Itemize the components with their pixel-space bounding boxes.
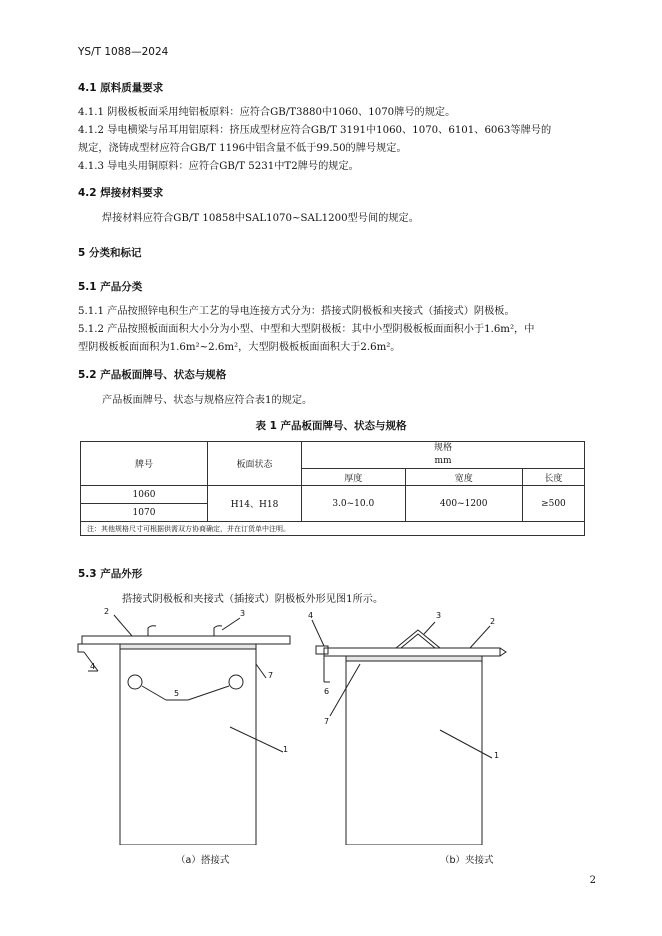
fig-a-label-1: 1 <box>283 745 289 754</box>
para-4-1-1: 4.1.1 阴极板板面采用纯铝板原料：应符合GB/T3880中1060、1070牌号的规定。 <box>78 107 456 118</box>
hanging-hole-right <box>229 675 243 689</box>
document-id: YS/T 1088—2024 <box>78 46 169 58</box>
para-5-2: 产品板面牌号、状态与规格应符合表1的规定。 <box>102 395 313 406</box>
para-4-1-2a: 4.1.2 导电横梁与吊耳用铝原料：挤压成型材应符合GB/T 3191中1060、1070、6101、6063等牌号的 <box>78 125 552 136</box>
para-4-1-2b: 规定，浇铸成型材应符合GB/T 1196中铝含量不低于99.50的牌号规定。 <box>78 143 407 154</box>
para-5-1-2a: 5.1.2 产品按照板面面积大小分为小型、中型和大型阴极板：其中小型阴极板板面面积小于1.6m²，中 <box>78 324 535 335</box>
para-4-1-3: 4.1.3 导电头用铜原料：应符合GB/T 5231中T2牌号的规定。 <box>78 161 359 172</box>
cell-width: 400~1200 <box>405 486 522 522</box>
section-5-1-title: 5.1 产品分类 <box>78 281 143 293</box>
header-length: 长度 <box>522 469 584 486</box>
conductive-head <box>316 646 328 654</box>
hanging-hole-left <box>128 675 142 689</box>
section-4-1-title: 4.1 原料质量要求 <box>78 82 164 94</box>
lifting-lug-left <box>148 626 156 636</box>
figure-b-clamp-joint-cathode <box>300 600 532 845</box>
figure-a-caption: （a）搭接式 <box>176 855 230 866</box>
conductive-beam <box>82 636 290 644</box>
cell-length: ≥500 <box>522 486 584 522</box>
cell-state: H14、H18 <box>208 486 302 522</box>
figure-b-caption: （b）夹接式 <box>440 855 494 866</box>
para-5-3: 搭接式阴极板和夹接式（插接式）阴极板外形见图1所示。 <box>122 594 384 605</box>
header-spec-unit: mm <box>434 456 452 466</box>
weld-strip <box>120 644 256 649</box>
table-caption: 表 1 产品板面牌号、状态与规格 <box>255 420 407 432</box>
beam-end-taper <box>500 648 506 656</box>
para-5-1-1: 5.1.1 产品按照锌电积生产工艺的导电连接方式分为：搭接式阴极板和夹接式（插接式）阴极板。 <box>78 306 515 317</box>
header-grade: 牌号 <box>81 442 208 486</box>
cell-thickness: 3.0~10.0 <box>302 486 406 522</box>
fig-a-label-3: 3 <box>240 609 246 618</box>
header-thickness: 厚度 <box>302 469 406 486</box>
section-5-3-title: 5.3 产品外形 <box>78 568 143 580</box>
header-state: 板面状态 <box>208 442 302 486</box>
weld-strip <box>346 656 482 661</box>
fig-a-label-7: 7 <box>268 671 274 680</box>
cell-grade-1070: 1070 <box>81 504 208 522</box>
table-note: 注：其他规格尺寸可根据供需双方协商确定，并在订货单中注明。 <box>81 522 585 536</box>
fig-b-label-6: 6 <box>324 687 330 696</box>
page-number: 2 <box>589 875 596 886</box>
lifting-lug-right <box>214 626 222 636</box>
conductive-beam <box>324 648 500 656</box>
cathode-plate <box>120 649 256 845</box>
fig-b-label-2: 2 <box>490 617 496 626</box>
cell-grade-1060: 1060 <box>81 486 208 504</box>
fig-b-label-7: 7 <box>324 717 330 726</box>
section-4-2-title: 4.2 焊接材料要求 <box>78 187 164 199</box>
para-5-1-2b: 型阴极板板面面积为1.6m²~2.6m²，大型阴极板板面面积大于2.6m²。 <box>78 342 401 353</box>
fig-a-label-5: 5 <box>174 689 180 698</box>
beam-end-hook <box>78 644 84 652</box>
header-spec-label: 规格 <box>433 443 452 453</box>
lifting-lug <box>396 630 440 648</box>
header-spec <box>302 442 585 469</box>
figure-a-lap-joint-cathode <box>70 600 300 845</box>
fig-b-label-3: 3 <box>436 611 442 620</box>
para-4-2: 焊接材料应符合GB/T 10858中SAL1070~SAL1200型号间的规定。 <box>102 213 419 224</box>
section-5-2-title: 5.2 产品板面牌号、状态与规格 <box>78 369 227 381</box>
header-width: 宽度 <box>405 469 522 486</box>
cathode-plate <box>346 661 482 845</box>
fig-a-label-2: 2 <box>104 607 110 616</box>
fig-a-label-4: 4 <box>90 662 96 671</box>
section-5-title: 5 分类和标记 <box>78 247 142 259</box>
fig-b-label-4: 4 <box>308 611 314 620</box>
spec-table <box>80 441 585 536</box>
fig-b-label-1: 1 <box>494 751 500 760</box>
